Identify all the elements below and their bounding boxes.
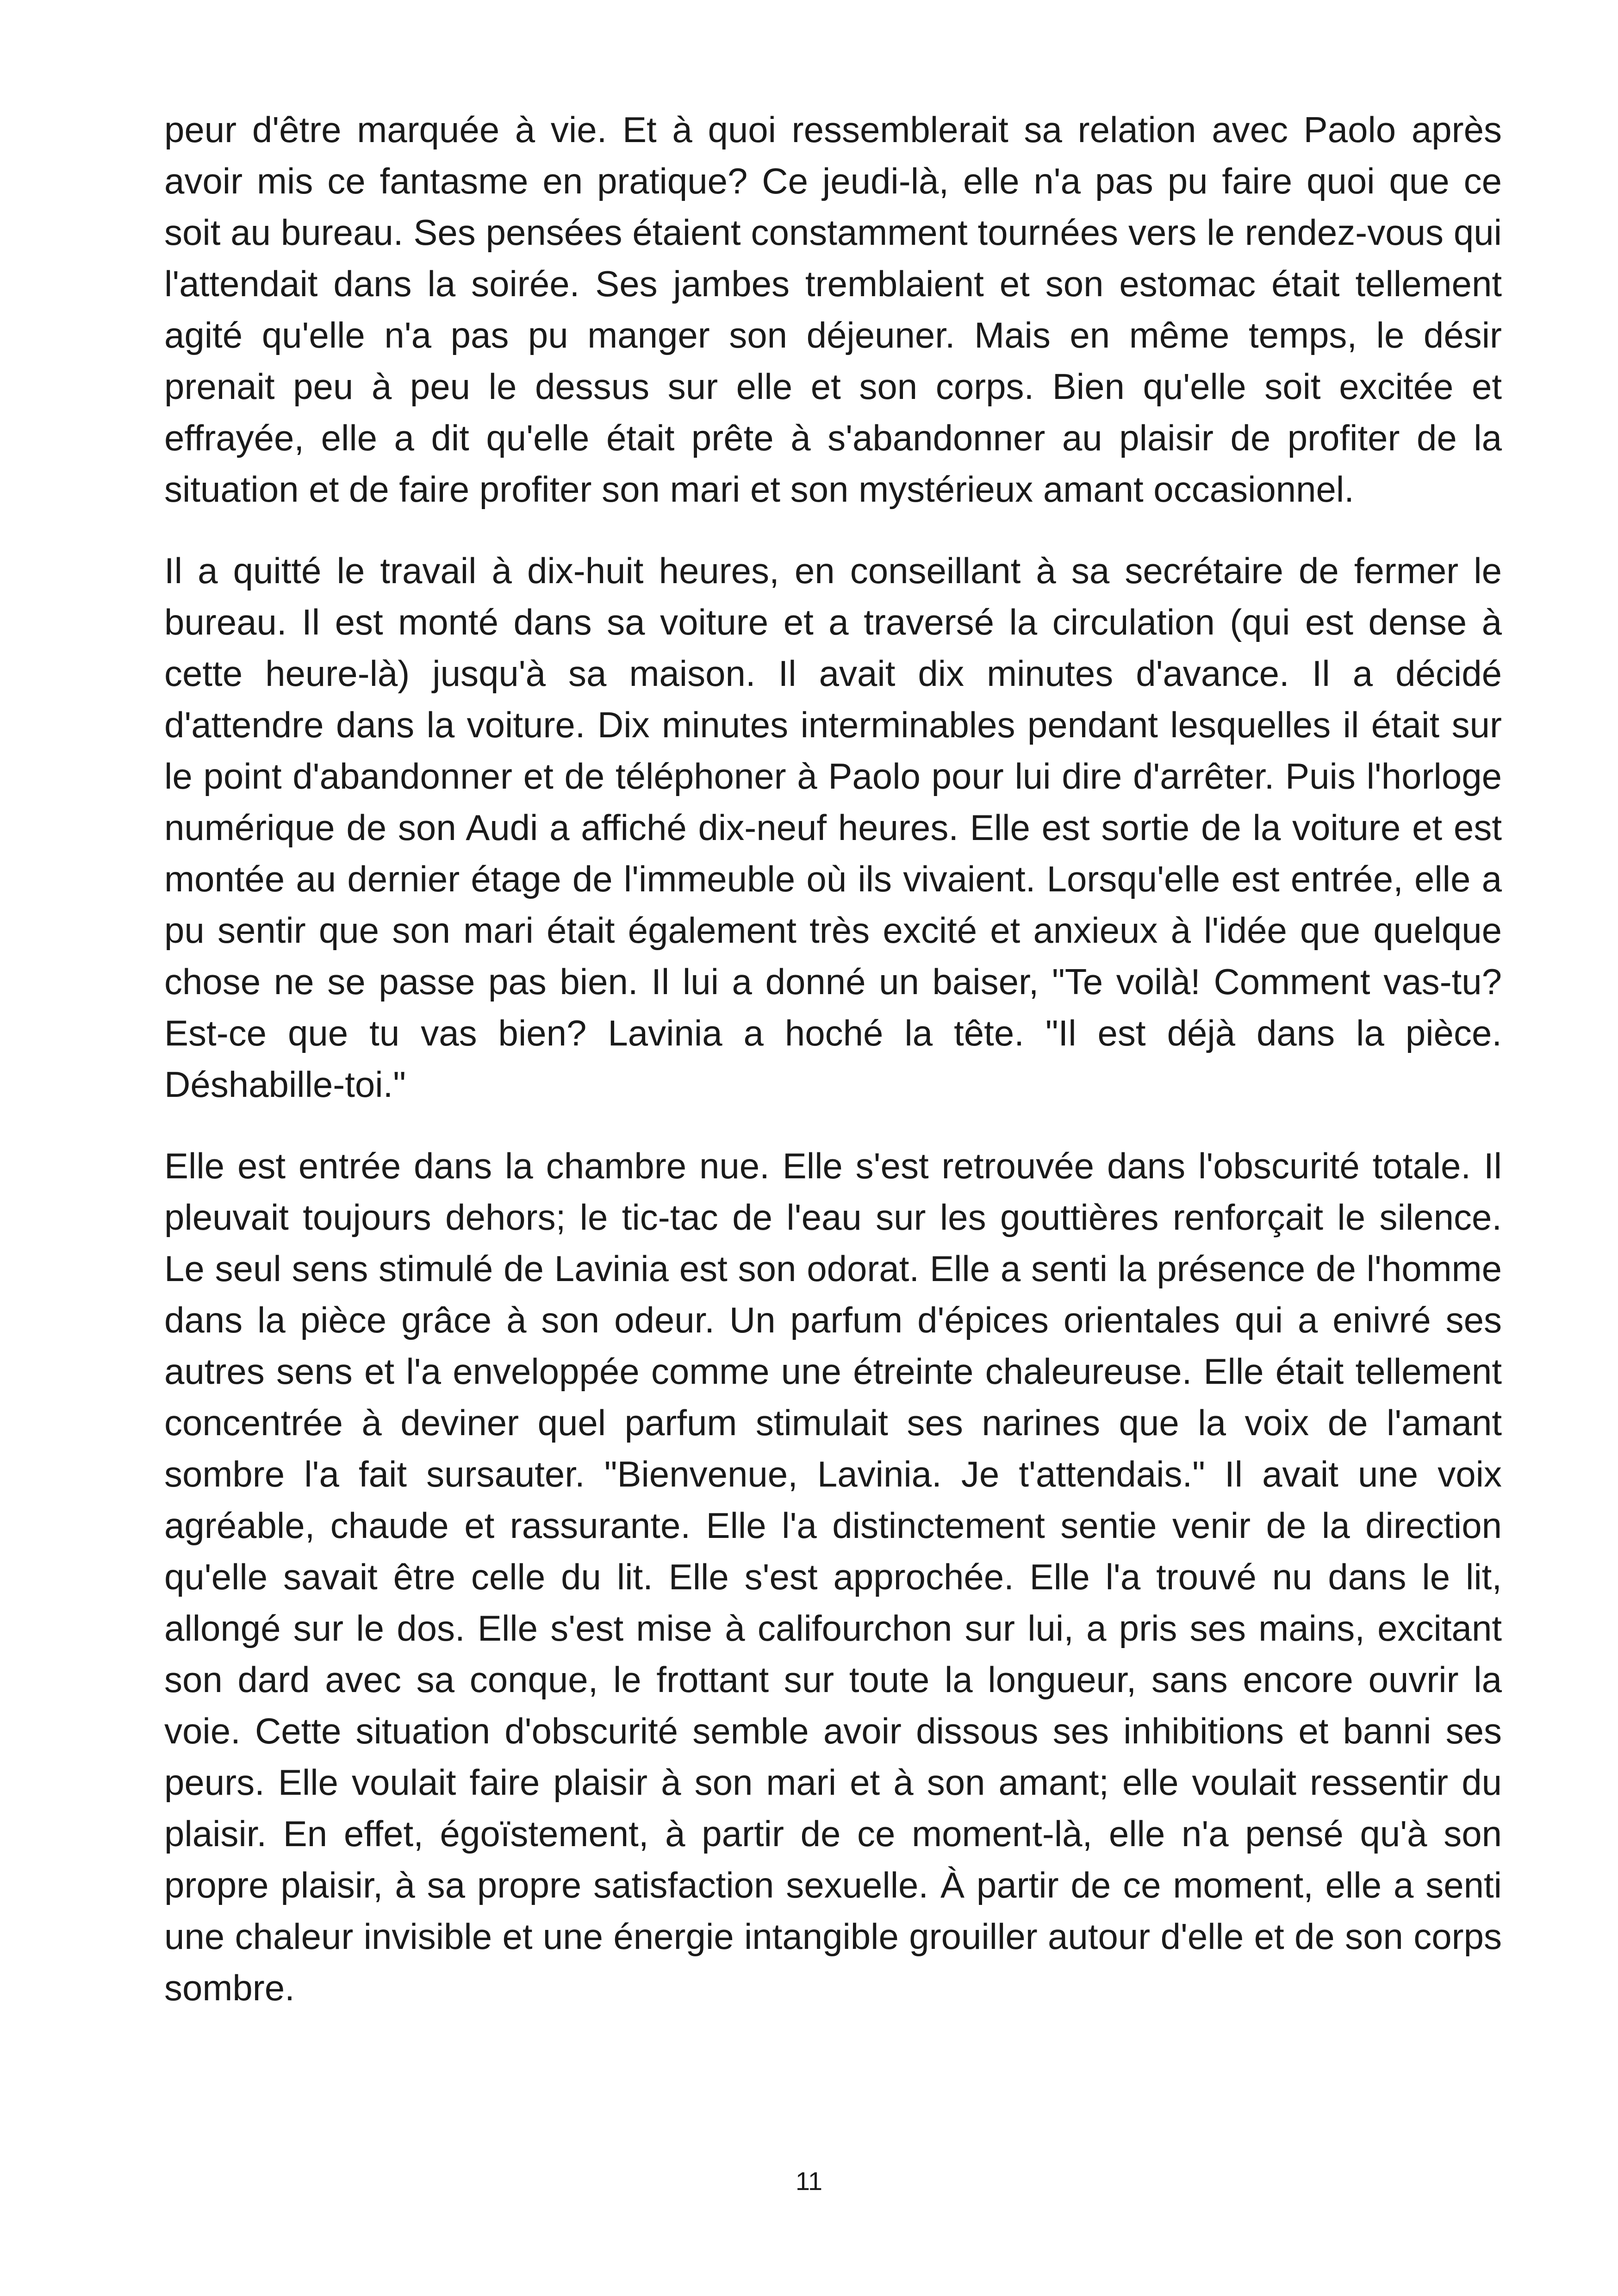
paragraph-3: Elle est entrée dans la chambre nue. Elle s'est retrouvée dans l'obscurité totale. Il pleuvait toujours dehors; le tic-tac de l'eau sur les gouttières renforçait le silence. Le seul sens stimulé de Lavinia est son odorat. Elle a senti la présence de l'homme dans la pièce grâce à son odeur. Un parfum d'épices orientales qui a enivré ses autres sens et l'a enveloppée comme une étreinte chaleureuse. Elle était tellement concentrée à deviner quel parfum stimulait ses narines que la voix de l'amant sombre l'a fait sursauter. "Bienvenue, Lavinia. Je t'attendais." Il avait une voix agréable, chaude et rassurante. Elle l'a distinctement sentie venir de la direction qu'elle savait être celle du lit. Elle s'est approchée. Elle l'a trouvé nu dans le lit, allongé sur le dos. Elle s'est mise à califourchon sur lui, a pris ses mains, excitant son dard avec sa conque, le frottant sur toute la longueur, sans encore ouvrir la voie. Cette situation d'obscurité semble avoir dissous ses inhibitions et banni ses peurs. Elle voulait faire plaisir à son mari et à son amant; elle voulait ressentir du plaisir. En effet, égoïstement, à partir de ce moment-là, elle n'a pensé qu'à son propre plaisir, à sa propre satisfaction sexuelle. À partir de ce moment, elle a senti une chaleur invisible et une énergie intangible grouiller autour d'elle et de son corps sombre. [164,1145,1502,2008]
page-number: 11 [795,2166,823,2196]
paragraph-2: Il a quitté le travail à dix-huit heures, en conseillant à sa secrétaire de fermer le bureau. Il est monté dans sa voiture et a traversé la circulation (qui est dense à cette heure-là) jusqu'à sa maison. Il avait dix minutes d'avance. Il a décidé d'attendre dans la voiture. Dix minutes interminables pendant lesquelles il était sur le point d'abandonner et de téléphoner à Paolo pour lui dire d'arrêter. Puis l'horloge numérique de son Audi a affiché dix-neuf heures. Elle est sortie de la voiture et est montée au dernier étage de l'immeuble où ils vivaient. Lorsqu'elle est entrée, elle a pu sentir que son mari était également très excité et anxieux à l'idée que quelque chose ne se passe pas bien. Il lui a donné un baiser, "Te voilà! Comment vas-tu? Est-ce que tu vas bien? Lavinia a hoché la tête. "Il est déjà dans la pièce. Déshabille-toi." [164,550,1502,1105]
paragraph-1: peur d'être marquée à vie. Et à quoi ressemblerait sa relation avec Paolo après avoir mis ce fantasme en pratique? Ce jeudi-là, elle n'a pas pu faire quoi que ce soit au bureau. Ses pensées étaient constamment tournées vers le rendez-vous qui l'attendait dans la soirée. Ses jambes tremblaient et son estomac était tellement agité qu'elle n'a pas pu manger son déjeuner. Mais en même temps, le désir prenait peu à peu le dessus sur elle et son corps. Bien qu'elle soit excitée et effrayée, elle a dit qu'elle était prête à s'abandonner au plaisir de profiter de la situation et de faire profiter son mari et son mystérieux amant occasionnel. [164,109,1502,510]
page-body [164,104,1502,2044]
